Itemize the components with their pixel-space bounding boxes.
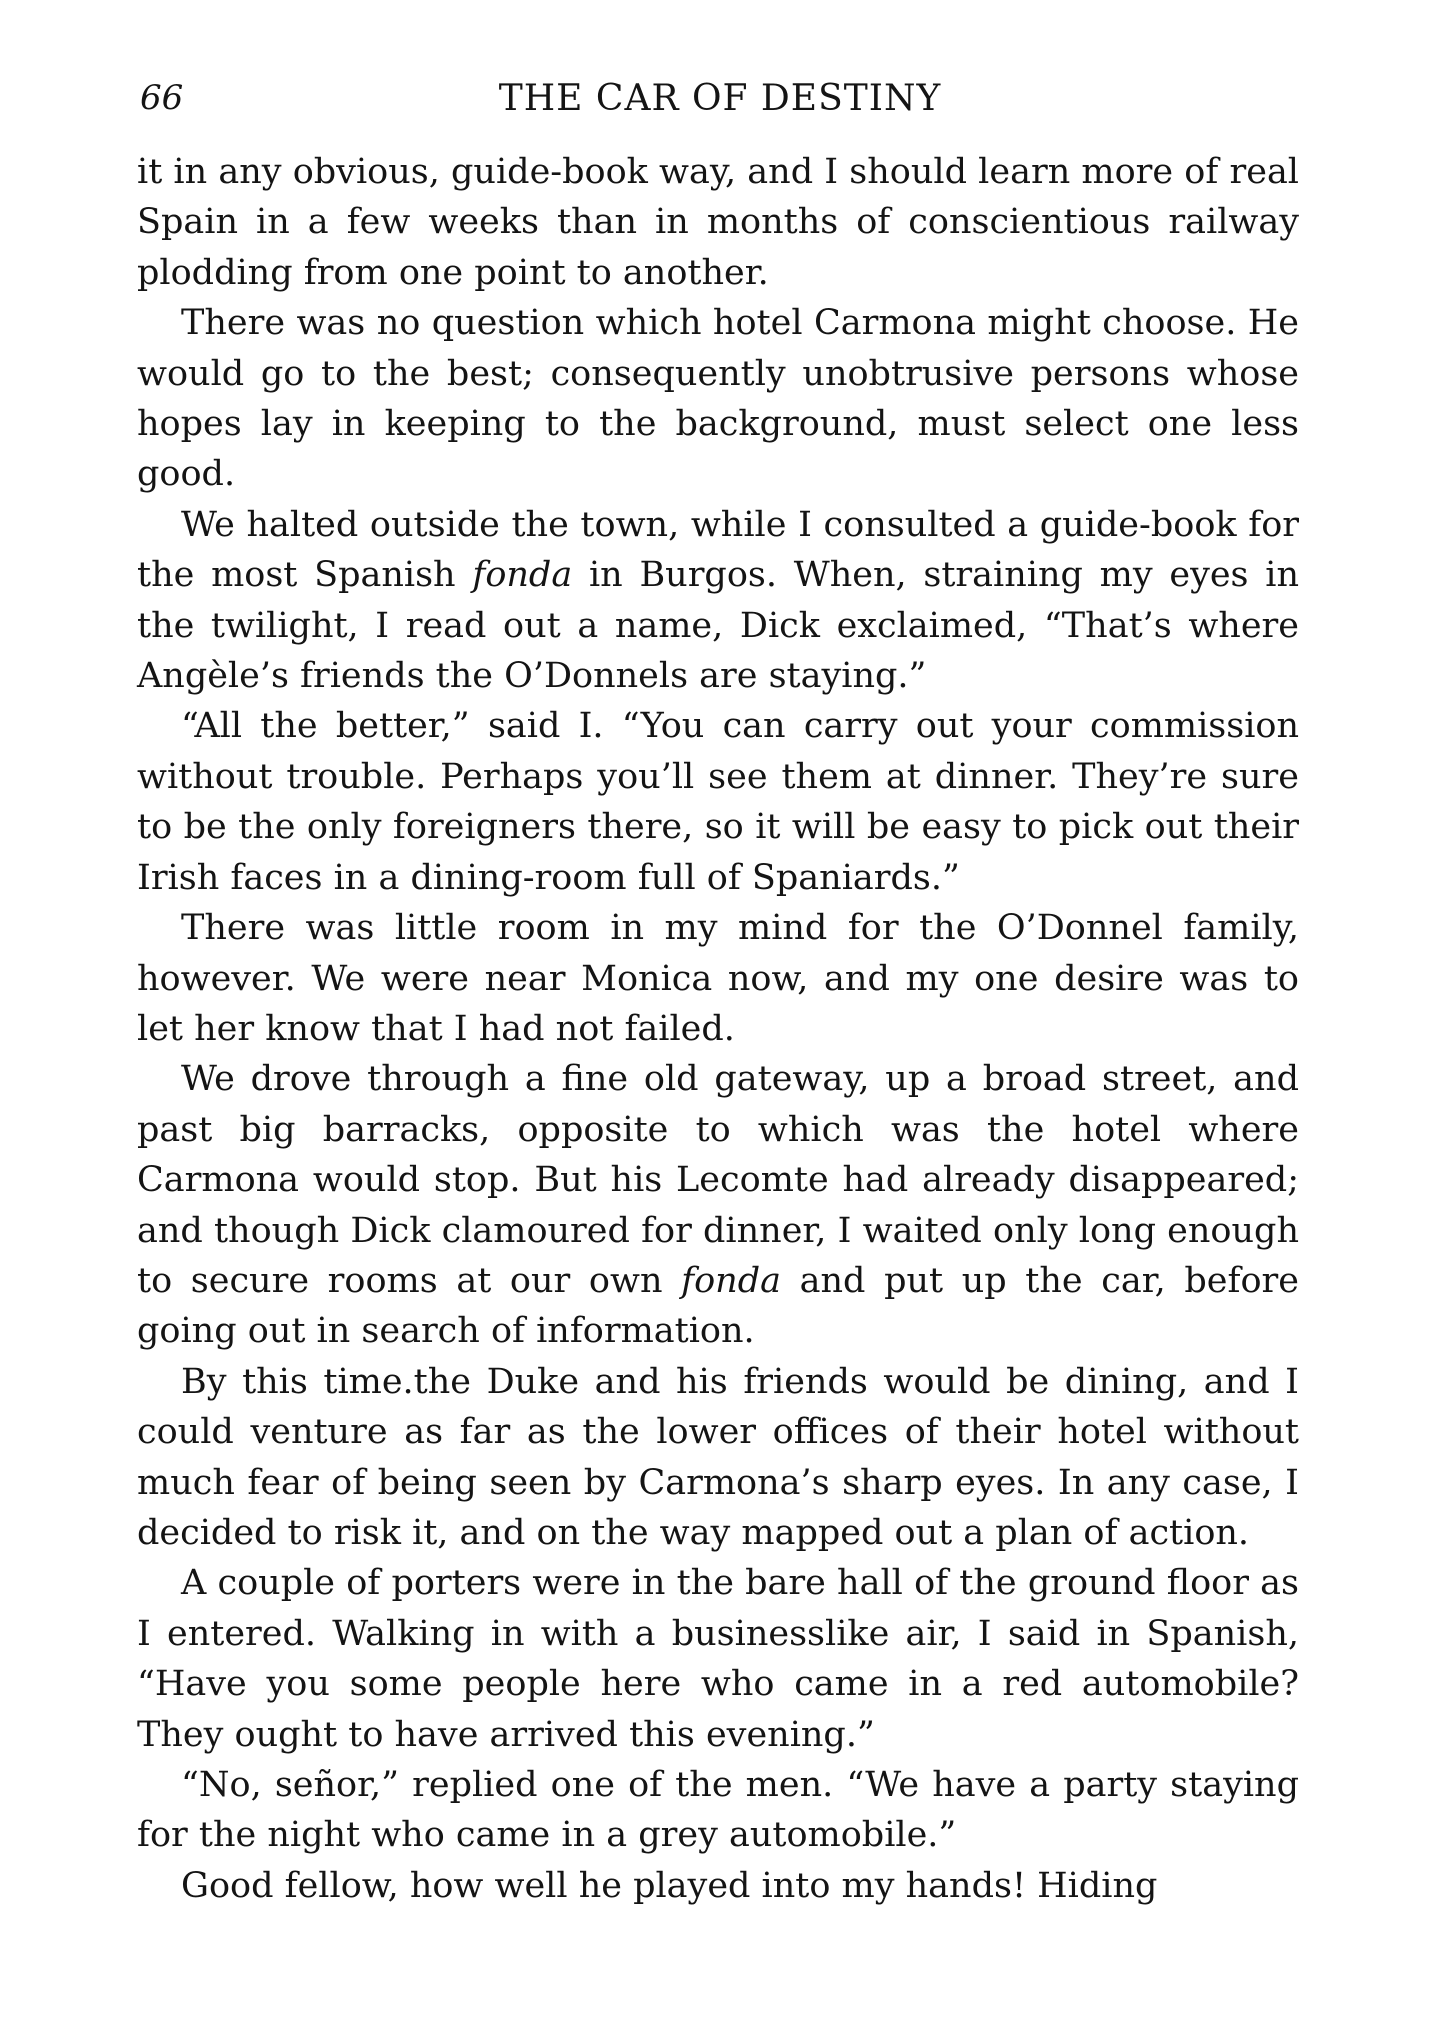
paragraph: By this time.the Duke and his friends would be dining, and I could venture as far as the lower offices of their hotel without much fear of being seen by Carmona’s sharp eyes. In any case, I decided to risk it, and on the way mapped out a plan of action. (137, 1361, 1299, 1553)
paragraph: There was no question which hotel Carmona might choose. He would go to the best; consequently unobtrusive persons whose hopes lay in keeping to the background, must select one less good. (137, 303, 1299, 495)
page-number: 66 (140, 78, 184, 118)
running-head (140, 78, 1300, 128)
book-title: THE CAR OF DESTINY (498, 78, 942, 119)
paragraph: “No, señor,” replied one of the men. “We have a party staying for the night who came in a grey automobile.” (137, 1765, 1299, 1856)
paragraph: We drove through a fine old gateway, up a broad street, and past big barracks, opposite to which was the hotel where Carmona would stop. But his Lecomte had already disappeared; and though Dick clamoured for dinner, I waited only long enough to secure rooms at our own fonda and put up the car, before going out in search of information. (137, 1059, 1299, 1352)
paragraph: There was little room in my mind for the O’Donnel family, however. We were near Monica now, and my one desire was to let her know that I had not failed. (137, 908, 1299, 1049)
paragraph: We halted outside the town, while I consulted a guide-book for the most Spanish fonda in Burgos. When, straining my eyes in the twilight, I read out a name, Dick exclaimed, “That’s where Angèle’s friends the O’Donnels are staying.” (137, 504, 1299, 697)
paragraph: Good fellow, how well he played into my hands! Hiding (181, 1865, 1158, 1906)
italic-word: fonda (472, 555, 573, 596)
paragraph-continued: it in any obvious, guide-book way, and I should learn more of real Spain in a few weeks than in months of conscientious railway plodding from one point to another. (137, 152, 1299, 293)
paragraph: A couple of porters were in the bare hall of the ground floor as I entered. Walking in with a businesslike air, I said in Spanish, “Have you some people here who came in a red automobile? They ought to have arrived this evening.” (137, 1563, 1299, 1755)
paragraph: “All the better,” said I. “You can carry out your commission without trouble. Perhaps you’ll see them at dinner. They’re sure to be the only foreigners there, so it will be easy to pick out their Irish faces in a dining-room full of Spaniards.” (137, 706, 1299, 898)
italic-word: fonda (681, 1260, 781, 1301)
body-text (137, 147, 1299, 1911)
